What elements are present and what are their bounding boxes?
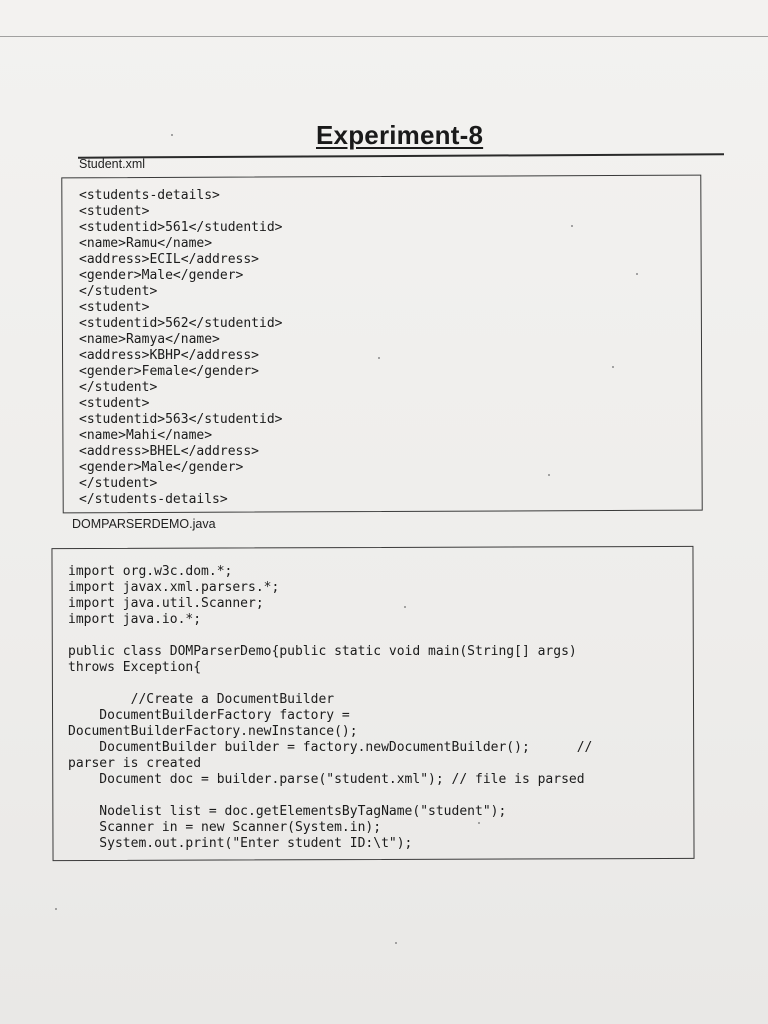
code-line: DocumentBuilderFactory factory = — [68, 708, 350, 723]
java-file-label: DOMPARSERDEMO.java — [72, 517, 216, 531]
code-line: public class DOMParserDemo{public static void main(String[] args) — [68, 644, 577, 659]
scan-speck — [395, 942, 397, 944]
code-line: <address>BHEL</address> — [79, 444, 260, 459]
scan-speck — [404, 606, 406, 608]
code-line: Nodelist list = doc.getElementsByTagName("student"); — [68, 804, 507, 819]
code-line: import java.io.*; — [68, 612, 202, 627]
code-line: <students-details> — [79, 188, 220, 203]
code-line: <studentid>563</studentid> — [79, 412, 283, 427]
scan-speck — [571, 225, 573, 227]
code-line: throws Exception{ — [68, 660, 202, 675]
page-title: Experiment-8 — [316, 120, 484, 150]
scan-speck — [171, 134, 173, 136]
code-line: </student> — [79, 476, 158, 491]
code-line: import java.util.Scanner; — [68, 596, 264, 611]
code-line: </students-details> — [79, 492, 228, 507]
code-line: import javax.xml.parsers.*; — [68, 580, 280, 595]
code-line: </student> — [79, 284, 158, 299]
code-line: Document doc = builder.parse("student.xml"); // file is parsed — [68, 772, 585, 787]
code-line: <student> — [79, 204, 150, 219]
code-line — [68, 676, 592, 692]
code-line: <gender>Male</gender> — [79, 460, 244, 475]
scan-speck — [548, 474, 550, 476]
code-line: DocumentBuilder builder = factory.newDocumentBuilder(); // — [68, 740, 593, 755]
code-line: DocumentBuilderFactory.newInstance(); — [68, 724, 358, 739]
code-line: //Create a DocumentBuilder — [68, 692, 335, 707]
code-line: <name>Ramya</name> — [79, 332, 220, 347]
code-line: <studentid>561</studentid> — [79, 220, 283, 235]
code-line — [68, 788, 592, 804]
code-line: <studentid>562</studentid> — [79, 316, 283, 331]
title-divider — [78, 153, 724, 158]
code-line: System.out.print("Enter student ID:\t"); — [68, 836, 413, 851]
code-line: import org.w3c.dom.*; — [68, 564, 233, 579]
code-line: <gender>Female</gender> — [79, 364, 260, 379]
java-code-block — [68, 564, 592, 852]
code-line — [68, 628, 592, 644]
xml-file-label: Student.xml — [79, 157, 146, 171]
scan-speck — [55, 908, 57, 910]
code-line: <student> — [79, 300, 150, 315]
scan-speck — [378, 357, 380, 359]
code-line: <student> — [79, 396, 150, 411]
code-line: <name>Mahi</name> — [79, 428, 213, 443]
scan-speck — [478, 822, 480, 824]
code-line: <name>Ramu</name> — [79, 236, 213, 251]
code-line: <address>ECIL</address> — [79, 252, 260, 267]
code-line: <gender>Male</gender> — [79, 268, 244, 283]
page-top-edge — [0, 36, 768, 37]
scan-speck — [636, 273, 638, 275]
code-line: <address>KBHP</address> — [79, 348, 260, 363]
code-line: parser is created — [68, 756, 202, 771]
scan-speck — [612, 366, 614, 368]
xml-code-block — [79, 188, 283, 508]
code-line: </student> — [79, 380, 158, 395]
code-line: Scanner in = new Scanner(System.in); — [68, 820, 382, 835]
